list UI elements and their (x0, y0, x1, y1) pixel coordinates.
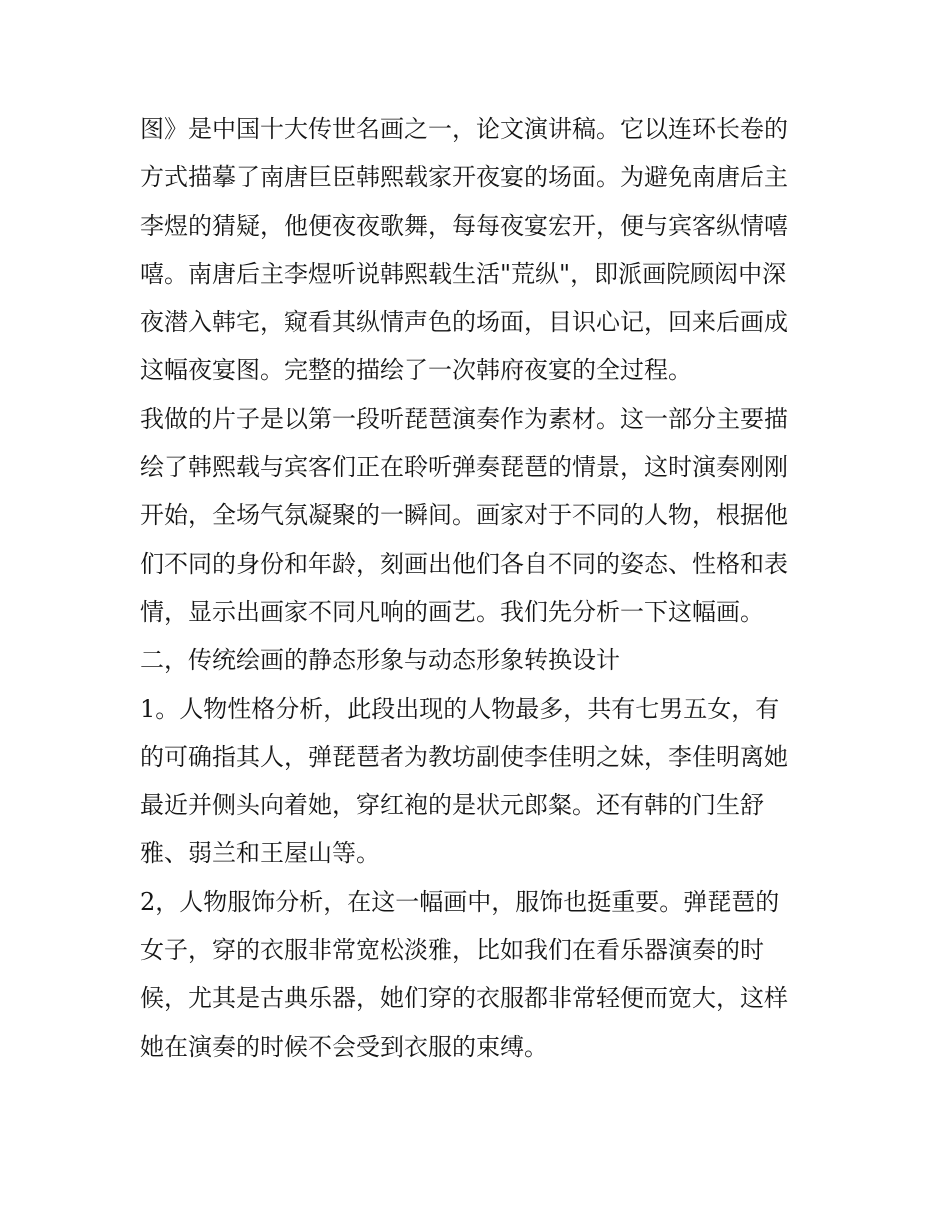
text-line: 绘了韩熙载与宾客们正在聆听弹奏琵琶的情景，这时演奏刚刚 (140, 453, 788, 482)
section-heading (140, 636, 820, 684)
text-line: 1。人物性格分析，此段出现的人物最多，共有七男五女，有 (140, 694, 780, 723)
document-body (140, 105, 820, 1071)
text-line: 我做的片子是以第一段听琵琶演奏作为素材。这一部分主要描 (140, 404, 788, 433)
paragraph-character-analysis (140, 685, 820, 878)
paragraph-costume-analysis (140, 878, 820, 1071)
text-line: 女子，穿的衣服非常宽松淡雅，比如我们在看乐器演奏的时 (140, 936, 764, 965)
text-line: 候，尤其是古典乐器，她们穿的衣服都非常轻便而宽大，这样 (140, 984, 788, 1013)
paragraph-material (140, 395, 820, 636)
heading-line: 二，传统绘画的静态形象与动态形象转换设计 (140, 646, 620, 675)
text-line: 情，显示出画家不同凡响的画艺。我们先分析一下这幅画。 (140, 597, 764, 626)
text-line: 图》是中国十大传世名画之一，论文演讲稿。它以连环长卷的 (140, 115, 788, 143)
text-line: 最近并侧头向着她，穿红袍的是状元郎粲。还有韩的门生舒 (140, 791, 764, 820)
paragraph-intro (140, 105, 820, 395)
text-line: 这幅夜宴图。完整的描绘了一次韩府夜宴的全过程。 (140, 356, 692, 385)
text-line: 李煜的猜疑，他便夜夜歌舞，每每夜宴宏开，便与宾客纵情嘻 (140, 211, 788, 240)
text-line: 们不同的身份和年龄，刻画出他们各自不同的姿态、性格和表 (140, 549, 788, 578)
text-line: 她在演奏的时候不会受到衣服的束缚。 (140, 1032, 548, 1061)
text-line: 方式描摹了南唐巨臣韩熙载家开夜宴的场面。为避免南唐后主 (140, 163, 788, 192)
text-line: 嘻。南唐后主李煜听说韩熙载生活"荒纵"，即派画院顾闳中深 (140, 259, 787, 288)
text-line: 夜潜入韩宅，窥看其纵情声色的场面，目识心记，回来后画成 (140, 308, 788, 337)
text-line: 2，人物服饰分析，在这一幅画中，服饰也挺重要。弹琵琶的 (140, 887, 780, 916)
text-line: 的可确指其人，弹琵琶者为教坊副使李佳明之妹，李佳明离她 (140, 742, 788, 771)
text-line: 开始，全场气氛凝聚的一瞬间。画家对于不同的人物，根据他 (140, 501, 788, 530)
text-line: 雅、弱兰和王屋山等。 (140, 839, 380, 868)
